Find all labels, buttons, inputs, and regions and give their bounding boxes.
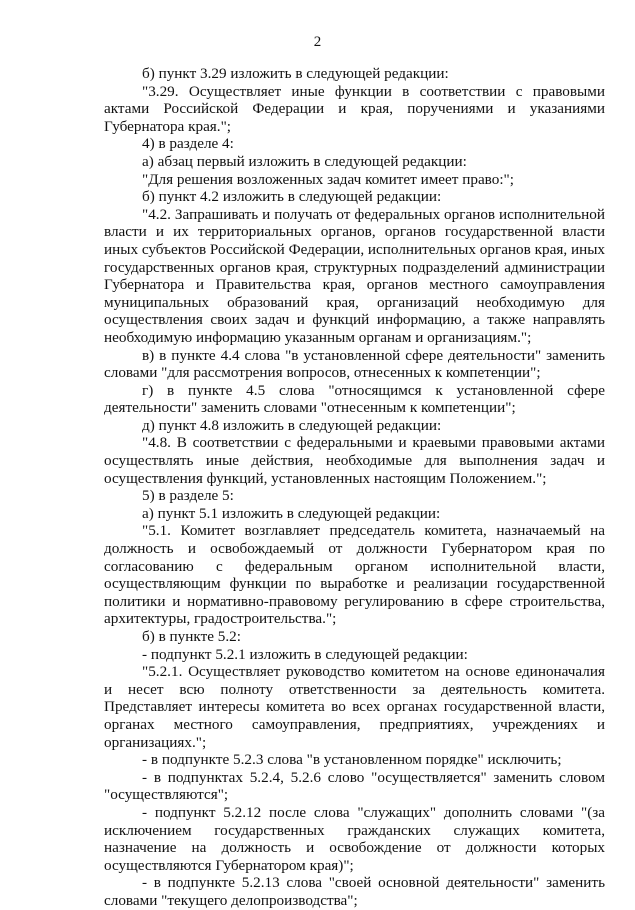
paragraph: 4) в разделе 4: (142, 135, 234, 153)
document-body (104, 65, 605, 910)
page-number: 2 (313, 34, 322, 50)
paragraph: "3.29. Осуществляет иные функции в соответствии с правовыми актами Российской Федерации и края, поручениями и указаниями Губернатора края."; (104, 82, 605, 135)
paragraph: 5) в разделе 5: (142, 487, 234, 505)
paragraph: - в подпункте 5.2.3 слова "в установленном порядке" исключить; (142, 751, 562, 769)
paragraph: а) пункт 5.1 изложить в следующей редакции: (142, 504, 441, 522)
paragraph: - в подпунктах 5.2.4, 5.2.6 слово "осуществляется" заменить словом "осуществляются"; (104, 768, 605, 804)
paragraph: "4.8. В соответствии с федеральными и краевыми правовыми актами осуществлять иные действия, необходимые для выполнения задач и осуществления функций, установленных настоящим Положением."; (104, 434, 605, 487)
paragraph: б) пункт 3.29 изложить в следующей редакции: (142, 65, 449, 82)
paragraph: "5.2.1. Осуществляет руководство комитетом на основе единоначалия и несет всю полноту ответственности за деятельность комитета. Представляет интересы комитета во всех органах государственной власти, органах местного самоуправления, предприятиях, учреждениях и организациях."; (104, 663, 605, 751)
paragraph: в) в пункте 4.4 слова "в установленной сфере деятельности" заменить словами "для рассмотрения вопросов, отнесенных к компетенции"; (104, 346, 605, 382)
paragraph: г) в пункте 4.5 слова "относящимся к установленной сфере деятельности" заменить словами "отнесенным к компетенции"; (104, 381, 605, 417)
paragraph: - в подпункте 5.2.13 слова "своей основной деятельности" заменить словами "текущего делопроизводства"; (104, 874, 605, 909)
paragraph: - подпункт 5.2.1 изложить в следующей редакции: (142, 645, 468, 663)
paragraph: "5.1. Комитет возглавляет председатель комитета, назначаемый на должность и освобождаемый от должности Губернатором края по согласованию с федеральным органом исполнительной власти, осуществляющим функции по выработке и реализации государственной политики и нормативно-правовому регулированию в сфере строительства, архитектуры, градостроительства."; (104, 522, 605, 628)
paragraph: - подпункт 5.2.12 после слова "служащих" дополнить словами "(за исключением государственных гражданских служащих комитета, назначение на должность и освобождение от должности которых осуществляются Губернатором края)"; (104, 803, 605, 874)
paragraph: "Для решения возложенных задач комитет имеет право:"; (142, 170, 514, 188)
paragraph: "4.2. Запрашивать и получать от федеральных органов исполнительной власти и их территориальных органов, органов государственной власти иных субъектов Российской Федерации, исполнительных органов края, иных государственных органов края, структурных подразделений администрации Губернатора и Правительства края, органов местного самоуправления муниципальных образований края, организаций необходимую для осуществления своих задач и функций информацию, а также направлять необходимую информацию указанным органам и организациям."; (104, 205, 605, 346)
paragraph: б) в пункте 5.2: (142, 628, 241, 645)
paragraph: б) пункт 4.2 изложить в следующей редакции: (142, 188, 442, 206)
paragraph: а) абзац первый изложить в следующей редакции: (142, 152, 467, 170)
paragraph: д) пункт 4.8 изложить в следующей редакции: (142, 416, 442, 434)
